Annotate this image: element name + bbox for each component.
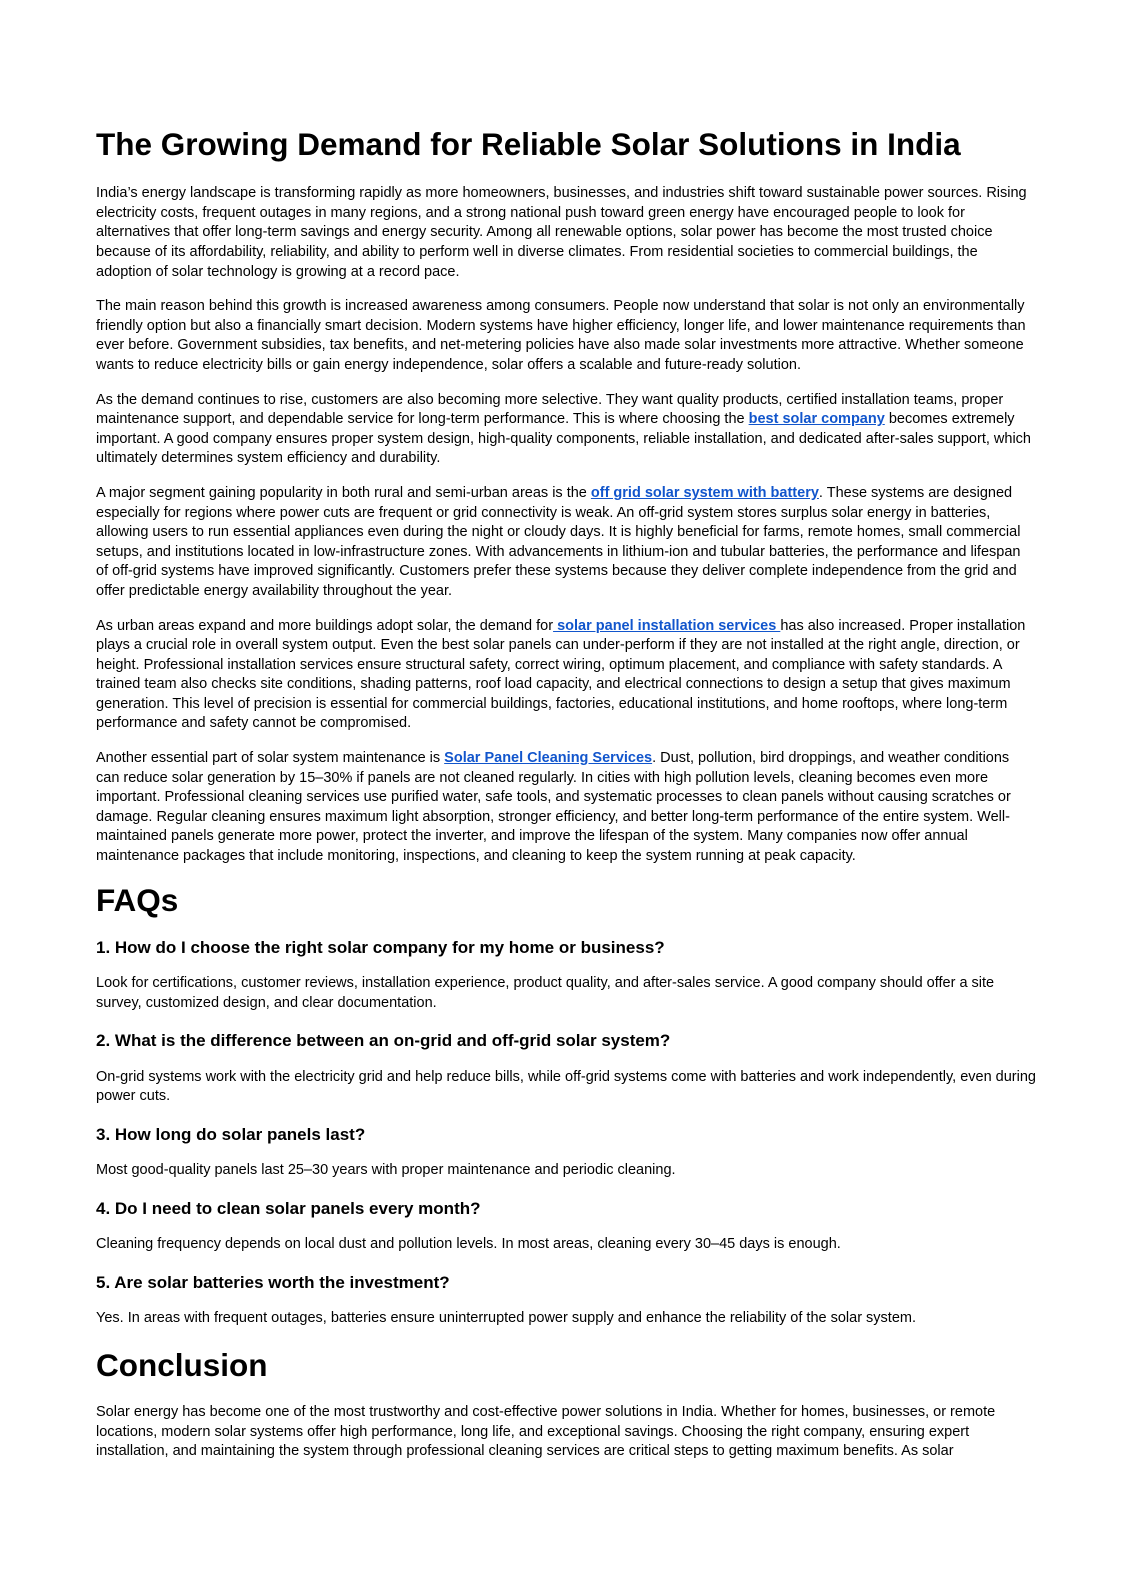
paragraph-text: has also increased. Proper installation plays a crucial role in overall system output. Even the best solar panels can under-perform if they are not installed at the right angle, direction, or height. Professional installation services ensure structural safety, correct wiring, optimum placement, and compliance with safety standards. A trained team also checks site conditions, shading patterns, roof load capacity, and electrical connections to design a setup that gives maximum generation. This level of precision is essential for commercial buildings, factories, educational institutions, and home rooftops, where long-term performance and safety cannot be compromised. [96,617,1026,732]
off-grid-solar-system-link[interactable]: off grid solar system with battery [590,484,819,501]
faq-answer: On-grid systems work with the electricity grid and help reduce bills, while off-grid systems come with batteries and work independently, even during power cuts. [96,1068,1036,1105]
page-title: The Growing Demand for Reliable Solar Solutions in India [96,126,961,162]
faqs-heading: FAQs [96,881,179,918]
faq-question: 2. What is the difference between an on-grid and off-grid solar system? [96,1031,671,1051]
faq-item [96,1199,1036,1255]
conclusion-heading: Conclusion [96,1346,268,1383]
faq-question: 3. How long do solar panels last? [96,1125,366,1144]
faq-answer: Yes. In areas with frequent outages, batteries ensure uninterrupted power supply and enhance the reliability of the solar system. [96,1310,917,1327]
paragraph-text: becomes extremely important. A good company ensures proper system design, high-quality components, reliable installation, and dedicated after-sales support, which ultimately determines system efficiency and durability. [96,411,1031,467]
faq-item [96,1273,1036,1329]
paragraph-text: A major segment gaining popularity in both rural and semi-urban areas is the [96,484,591,501]
conclusion-paragraph: Solar energy has become one of the most trustworthy and cost-effective power solutions in India. Whether for homes, businesses, or remote locations, modern solar systems offer high performance, long life, and exceptional savings. Choosing the right company, ensuring expert installation, and maintaining the system through professional cleaning services are critical steps to getting maximum benefits. As solar [96,1404,996,1460]
faq-question: 4. Do I need to clean solar panels every month? [96,1198,481,1218]
faq-item [96,938,1036,1014]
paragraph-text: As urban areas expand and more buildings adopt solar, the demand for [96,617,554,634]
faq-answer: Most good-quality panels last 25–30 years with proper maintenance and periodic cleaning. [96,1162,676,1179]
document-page [96,126,1036,1477]
best-solar-company-link[interactable]: best solar company [748,411,885,428]
intro-paragraph: India’s energy landscape is transforming rapidly as more homeowners, businesses, and industries shift toward sustainable power sources. Rising electricity costs, frequent outages in many regions, and a strong national push toward green energy have encouraged people to look for alternatives that offer long-term savings and energy security. Among all renewable options, solar power has become the most trusted choice because of its affordability, reliability, and ability to perform well in diverse climates. From residential societies to commercial buildings, the adoption of solar technology is growing at a record pace. [96,185,1027,280]
faq-item [96,1031,1036,1107]
faq-list [96,938,1036,1329]
paragraph-text: . Dust, pollution, bird droppings, and weather conditions can reduce solar generation by 15–30% if panels are not cleaned regularly. In cities with high pollution levels, cleaning becomes even more important. Professional cleaning services use purified water, safe tools, and systematic processes to clean panels without causing scratches or damage. Regular cleaning ensures maximum light absorption, stronger efficiency, and better long-term performance of the entire system. Well-maintained panels generate more power, protect the inverter, and improve the lifespan of the system. Many companies now offer annual maintenance packages that include monitoring, inspections, and cleaning to keep the system running at peak capacity. [96,750,1011,865]
paragraph-text: Another essential part of solar system maintenance is [96,750,445,767]
faq-answer: Look for certifications, customer reviews, installation experience, product quality, and after-sales service. A good company should offer a site survey, customized design, and clear documentation. [96,975,995,1011]
installation-paragraph [96,617,1036,735]
faq-question: 1. How do I choose the right solar company for my home or business? [96,937,665,957]
faq-item [96,1125,1036,1181]
selective-customers-paragraph [96,391,1036,469]
solar-panel-cleaning-link[interactable]: Solar Panel Cleaning Services [444,750,653,767]
faq-answer: Cleaning frequency depends on local dust and pollution levels. In most areas, cleaning every 30–45 days is enough. [96,1236,841,1253]
faq-question: 5. Are solar batteries worth the investment? [96,1272,450,1292]
off-grid-paragraph [96,484,1036,602]
paragraph-text: As the demand continues to rise, customers are also becoming more selective. They want quality products, certified installation teams, proper maintenance support, and dependable service for long-term performance. This is where choosing the [96,391,1004,428]
cleaning-paragraph [96,749,1036,867]
paragraph-text: . These systems are designed especially for regions where power cuts are frequent or grid connectivity is weak. An off-grid system stores surplus solar energy in batteries, allowing users to run essential appliances even during the night or cloudy days. It is highly beneficial for farms, remote homes, small commercial setups, and institutions located in low-infrastructure zones. With advancements in lithium-ion and tubular batteries, the performance and lifespan of off-grid systems have improved significantly. Customers prefer these systems because they deliver complete independence from the grid and offer predictable energy availability throughout the year. [96,484,1021,599]
awareness-paragraph: The main reason behind this growth is increased awareness among consumers. People now understand that solar is not only an environmentally friendly option but also a financially smart decision. Modern systems have higher efficiency, longer life, and lower maintenance requirements than ever before. Government subsidies, tax benefits, and net-metering policies have also made solar investments more attractive. Whether someone wants to reduce electricity bills or gain energy independence, solar offers a scalable and future-ready solution. [96,298,1026,373]
solar-panel-installation-link[interactable]: solar panel installation services [553,617,781,634]
